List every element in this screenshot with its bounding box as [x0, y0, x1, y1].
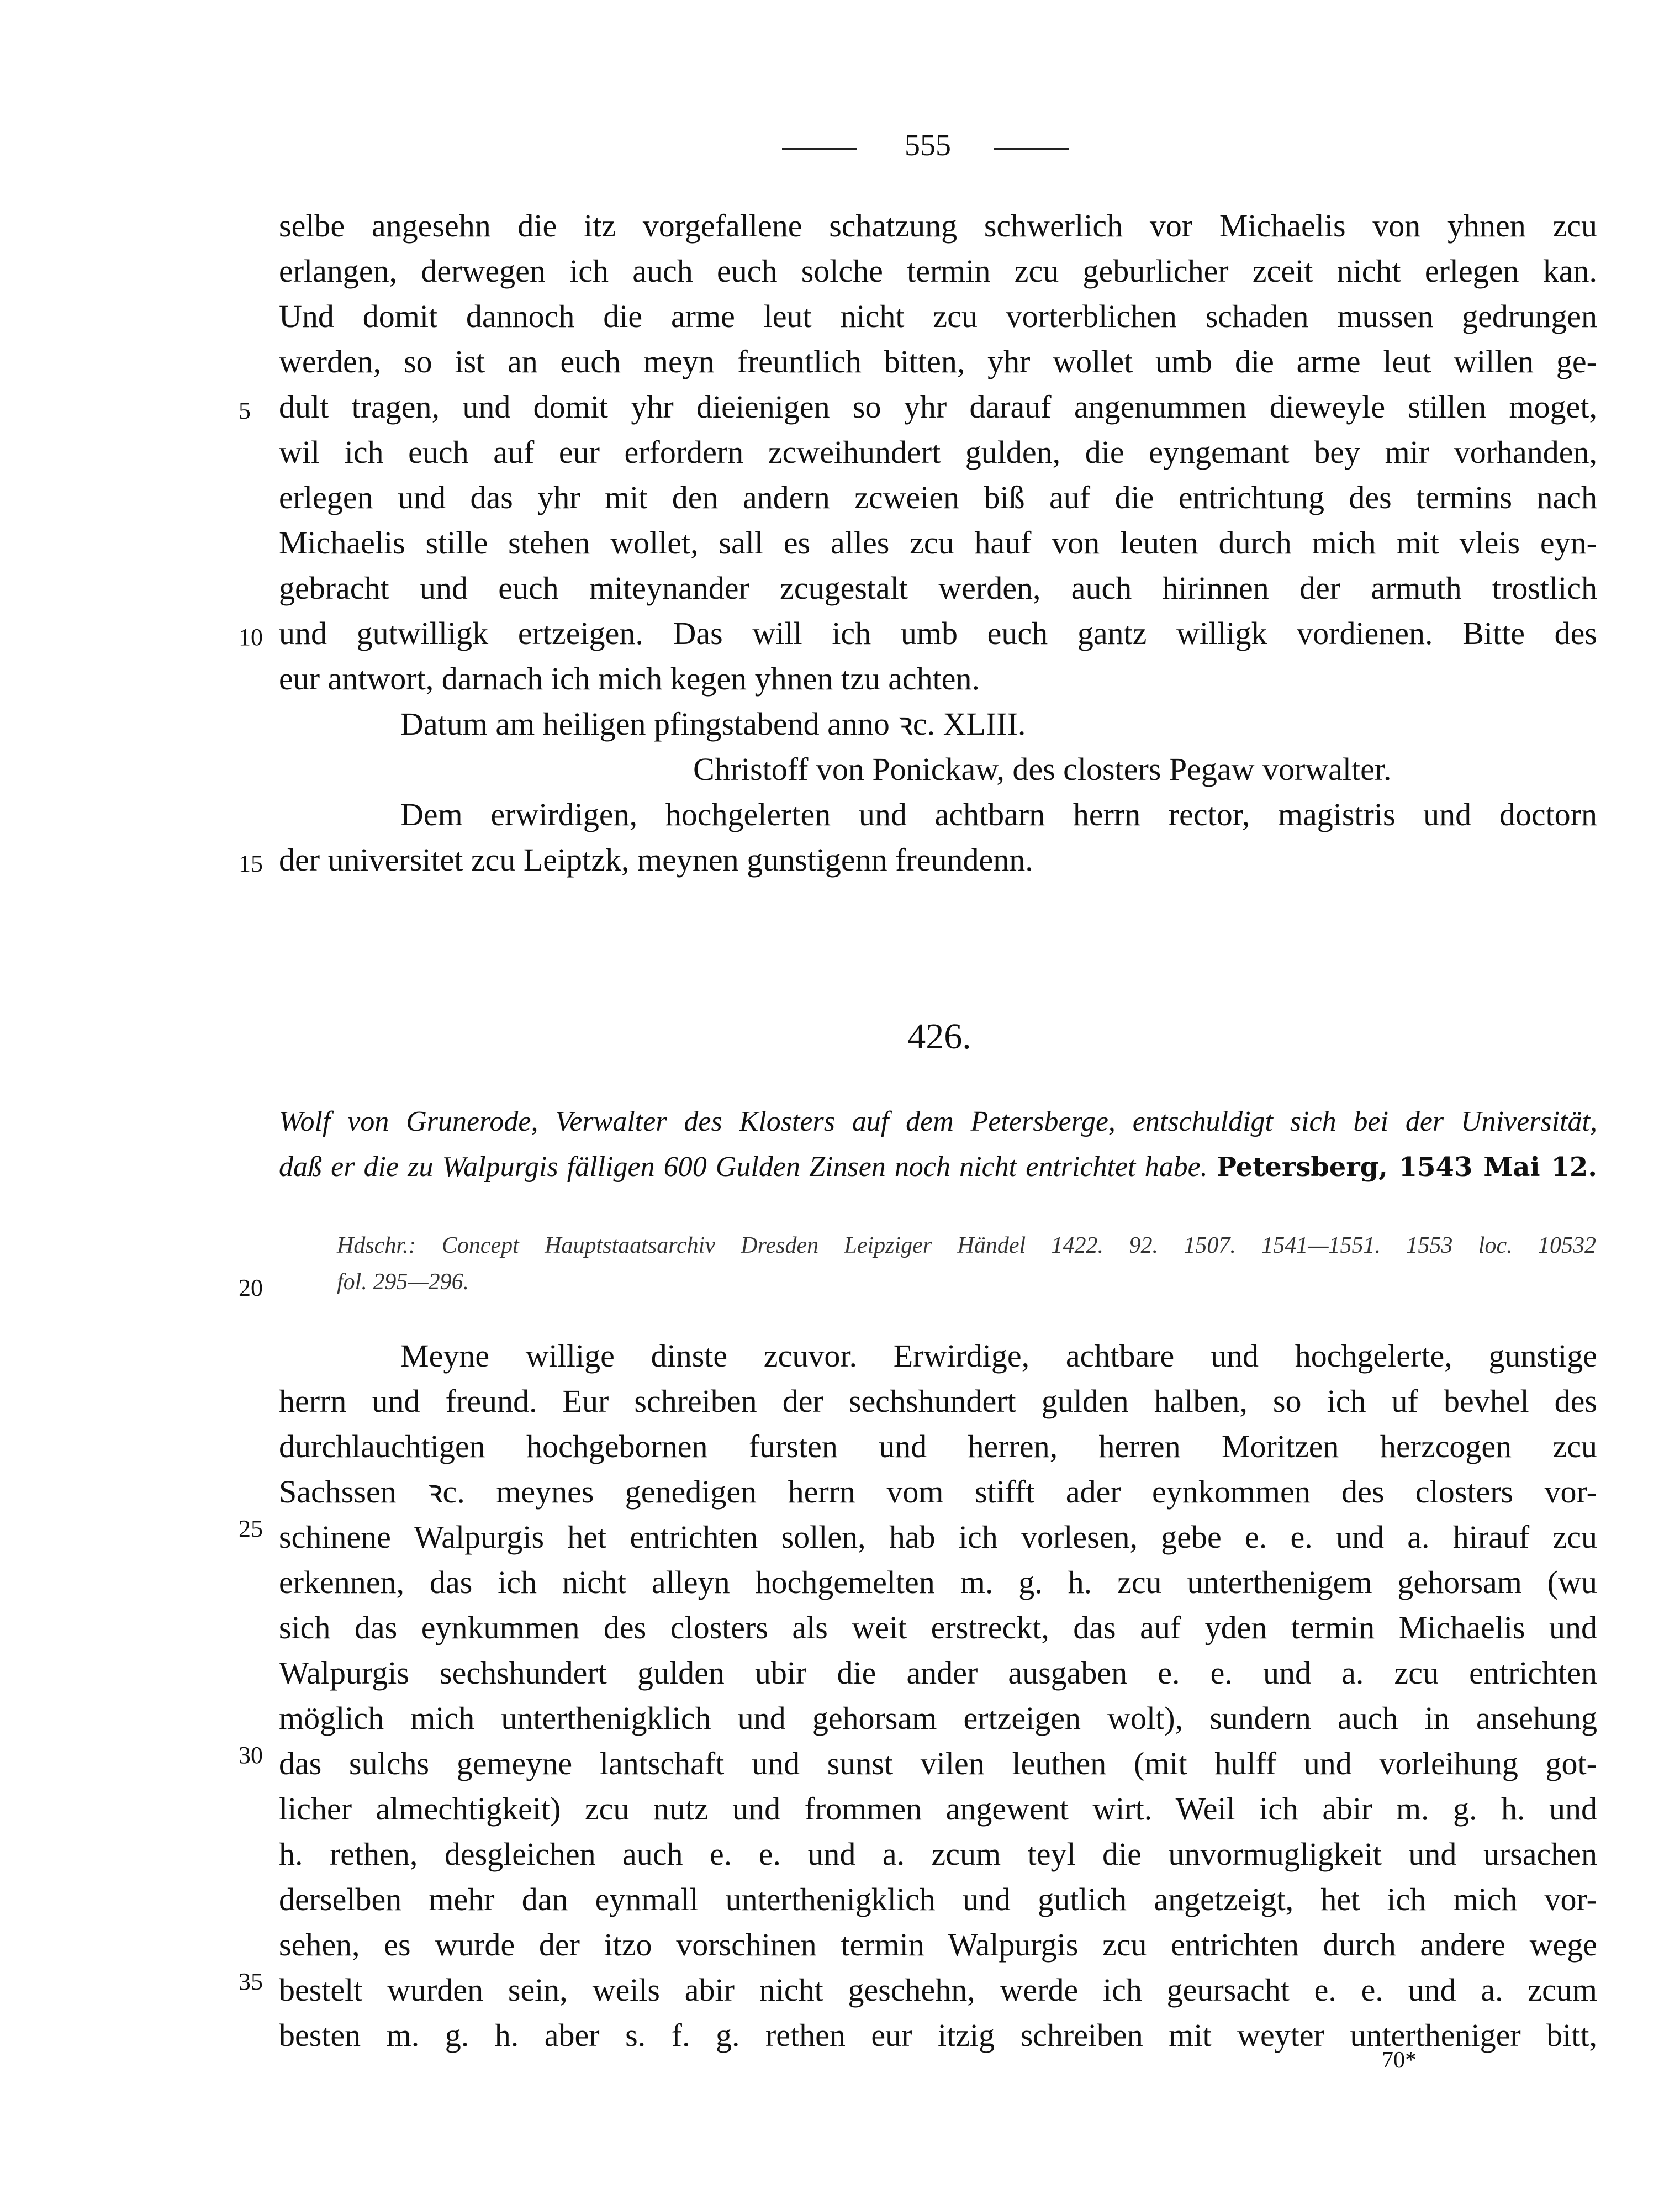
- line-number: 25: [239, 1515, 263, 1542]
- source-line: fol. 295—296.: [337, 1269, 469, 1295]
- page-number: 555: [905, 128, 951, 162]
- header-rule-left: [782, 148, 857, 150]
- source-note: [337, 1227, 1596, 1300]
- text-line: besten m. g. h. aber s. f. g. rethen eur itzig schreiben mit weyter untertheniger bitt,: [279, 2017, 1597, 2053]
- text-line: Und domit dannoch die arme leut nicht zcu vorterblichen schaden mussen gedrungen: [279, 298, 1597, 334]
- text-line: dult tragen, und domit yhr dieienigen so yhr darauf angenummen dieweyle stillen moget,: [279, 389, 1597, 425]
- text-line: Michaelis stille stehen wollet, sall es alles zcu hauf von leuten durch mich mit vleis eyn-: [279, 525, 1597, 561]
- text-line: und gutwilligk ertzeigen. Das will ich umb euch gantz willigk vordienen. Bitte des: [279, 615, 1597, 651]
- text-line: erlangen, derwegen ich auch euch solche termin zcu geburlicher zceit nicht erlegen kan.: [279, 253, 1597, 289]
- line-number: 30: [239, 1742, 263, 1769]
- text-line: derselben mehr dan eynmall unterthenigklich und gutlich angetzeigt, het ich mich vor-: [279, 1881, 1597, 1917]
- text-line: bestelt wurden sein, weils abir nicht geschehn, werde ich geursacht e. e. und a. zcum: [279, 1972, 1597, 2008]
- text-line: sehen, es wurde der itzo vorschinen termin Walpurgis zcu entrichten durch andere wege: [279, 1927, 1597, 1963]
- text-line: werden, so ist an euch meyn freuntlich bitten, yhr wollet umb die arme leut willen ge-: [279, 344, 1597, 379]
- page-header: [773, 126, 1082, 165]
- text-line: erkennen, das ich nicht alleyn hochgemelten m. g. h. zcu unterthenigem gehorsam (wu: [279, 1564, 1597, 1600]
- letter-signature: Christoff von Ponickaw, des closters Pegaw vorwalter.: [693, 751, 1392, 787]
- letter-dating: Datum am heiligen pfingstabend anno ꝛc. XLIII.: [400, 706, 1026, 742]
- line-number: 15: [239, 850, 263, 877]
- text-line: licher almechtigkeit) zcu nutz und frommen angewent wirt. Weil ich abir m. g. h. und: [279, 1791, 1597, 1827]
- date-place: Petersberg, 1543 Mai 12.: [1216, 1152, 1598, 1183]
- header-rule-right: [994, 148, 1069, 150]
- summary-line: Wolf von Grunerode, Verwalter des Klosters auf dem Petersberge, entschuldigt sich bei der Universität,: [279, 1106, 1597, 1137]
- letter-continuation: [279, 203, 1597, 883]
- letter-address-line: Dem erwirdigen, hochgelerten und achtbarn herrn rector, magistris und doctorn: [400, 797, 1597, 832]
- text-line: durchlauchtigen hochgebornen fursten und herren, herren Moritzen herzcogen zcu: [279, 1428, 1597, 1464]
- text-line: sich das eynkummen des closters als weit erstreckt, das auf yden termin Michaelis und: [279, 1610, 1597, 1645]
- text-line: h. rethen, desgleichen auch e. e. und a. zcum teyl die unvormugligkeit und ursachen: [279, 1836, 1597, 1872]
- text-line: das sulchs gemeyne lantschaft und sunst vilen leuthen (mit hulff und vorleihung got-: [279, 1745, 1597, 1781]
- text-line: erlegen und das yhr mit den andern zcweien biß auf die entrichtung des termins nach: [279, 479, 1597, 515]
- text-line: möglich mich unterthenigklich und gehorsam ertzeigen wolt), sundern auch in ansehung: [279, 1700, 1597, 1736]
- source-line: Hdschr.: Concept Hauptstaatsarchiv Dresden Leipziger Händel 1422. 92. 1507. 1541—1551. 1553 loc. 10532: [337, 1233, 1596, 1258]
- text-line: wil ich euch auf eur erfordern zcweihundert gulden, die eyngemant bey mir vorhanden,: [279, 434, 1597, 470]
- text-line: Sachssen ꝛc. meynes genedigen herrn vom stifft ader eynkommen des closters vor-: [279, 1474, 1597, 1510]
- text-line: schinene Walpurgis het entrichten sollen, hab ich vorlesen, gebe e. e. und a. hirauf zcu: [279, 1519, 1597, 1555]
- text-line: Walpurgis sechshundert gulden ubir die ander ausgaben e. e. und a. zcu entrichten: [279, 1655, 1597, 1691]
- text-line: eur antwort, darnach ich mich kegen yhnen tzu achten.: [279, 661, 980, 697]
- text-line: herrn und freund. Eur schreiben der sechshundert gulden halben, so ich uf bevhel des: [279, 1383, 1597, 1419]
- letter-address-line: der universitet zcu Leiptzk, meynen gunstigenn freundenn.: [279, 842, 1033, 878]
- document-number: 426.: [907, 1016, 971, 1057]
- text-line: selbe angesehn die itz vorgefallene schatzung schwerlich vor Michaelis von yhnen zcu: [279, 208, 1597, 244]
- text-line: gebracht und euch miteynander zcugestalt werden, auch hirinnen der armuth trostlich: [279, 570, 1597, 606]
- line-number: 5: [239, 397, 251, 424]
- summary-line-with-date: [279, 1144, 1597, 1190]
- text-line: Meyne willige dinste zcuvor. Erwirdige, achtbare und hochgelerte, gunstige: [400, 1338, 1597, 1374]
- letter-body: [279, 1333, 1597, 2058]
- line-number: 10: [239, 624, 263, 651]
- line-number: 20: [239, 1274, 263, 1301]
- document-summary: [279, 1099, 1597, 1190]
- summary-line: daß er die zu Walpurgis fälligen 600 Gulden Zinsen noch nicht entrichtet habe.: [279, 1151, 1208, 1183]
- signature-mark: 70*: [1382, 2048, 1417, 2073]
- line-number: 35: [239, 1968, 263, 1995]
